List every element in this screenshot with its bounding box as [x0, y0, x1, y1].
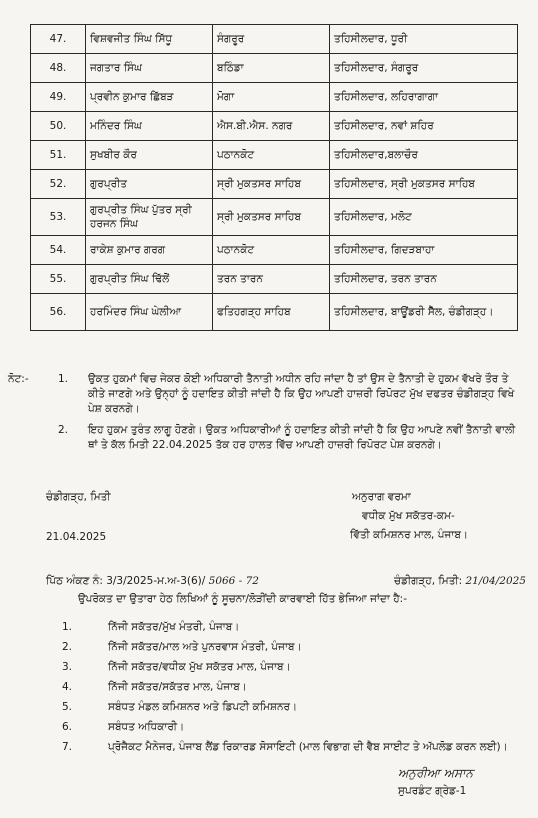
signatory-name: ਅਨੁਰਾਗ ਵਰਮਾ: [352, 491, 411, 503]
officer-posting-table: [30, 24, 518, 331]
list-item: [62, 720, 528, 735]
posting-cell: ਤਹਿਸੀਲਦਾਰ, ਲਹਿਰਾਗਾਗਾ: [330, 83, 518, 112]
posting-cell: ਤਹਿਸੀਲਦਾਰ, ਨਵਾਂ ਸ਼ਹਿਰ: [330, 112, 518, 141]
serial-number-cell: 54.: [31, 236, 86, 265]
officer-name-cell: ਗੁਰਪ੍ਰੀਤ ਸਿੰਘ ਢਿੱਲੋਂ: [86, 265, 213, 294]
recipient-number: 5.: [62, 701, 73, 713]
recipient-text: ਪ੍ਰੋਜੈਕਟ ਮੈਨੇਜਰ, ਪੰਜਾਬ ਲੈਂਡ ਰਿਕਾਰਡ ਸੋਸਾਇਟੀ (ਮਾਲ ਵਿਭਾਗ ਦੀ ਵੈਬ ਸਾਈਟ ਤੇ ਅੱਪਲੋਡ ਕਰਨ ਲਈ)।: [108, 741, 508, 753]
signatory-designation: ਵਧੀਕ ਮੁੱਖ ਸਕੱਤਰ-ਕਮ-: [362, 510, 455, 522]
serial-number-cell: 56.: [31, 294, 86, 331]
officer-name-cell: ਸੁਖਬੀਰ ਕੌਰ: [86, 141, 213, 170]
officer-name-cell: ਜਗਤਾਰ ਸਿੰਘ: [86, 54, 213, 83]
table-row: [31, 199, 518, 236]
note-item: [8, 423, 528, 453]
table-row: [31, 25, 518, 54]
list-item: [62, 660, 528, 675]
district-cell: ਪਠਾਨਕੋਟ: [213, 236, 330, 265]
place-line: ਚੰਡੀਗੜ੍ਹ, ਮਿਤੀ: [46, 491, 111, 503]
recipient-number: 1.: [62, 621, 73, 633]
note-label: ਨੋਟ:-: [8, 373, 29, 385]
recipient-number: 4.: [62, 681, 73, 693]
table-row: [31, 141, 518, 170]
officer-name-cell: ਹਰਮਿੰਦਰ ਸਿੰਘ ਘੇਲੀਆ: [86, 294, 213, 331]
table-row: [31, 170, 518, 199]
officer-name-cell: ਗੁਰਪ੍ਰੀਤ ਸਿੰਘ ਪੁੱਤਰ ਸ੍ਰੀ ਹਰਜਨ ਸਿੰਘ: [86, 199, 213, 236]
recipient-number: 7.: [62, 741, 73, 753]
list-item: [62, 740, 528, 755]
note-item: [8, 372, 528, 417]
handwritten-number: 5066 - 72: [208, 575, 259, 587]
note-text: ਉਕਤ ਹੁਕਮਾਂ ਵਿਚ ਜੇਕਰ ਕੋਈ ਅਧਿਕਾਰੀ ਤੈਨਾਤੀ ਅਧੀਨ ਰਹਿ ਜਾਂਦਾ ਹੈ ਤਾਂ ਉਸ ਦੇ ਤੈਨਾਤੀ ਦੇ ਹੁਕਮ ਵੱਖਰੇ ਤੌਰ ਤੇ ਕੀਤੇ ਜਾਣਗੇ ਅਤੇ ਉਨ੍ਹਾਂ ਨੂੰ ਹਦਾਇਤ ਕੀਤੀ ਜਾਂਦੀ ਹੈ ਕਿ ਉਹ ਆਪਣੀ ਹਾਜ਼ਰੀ ਰਿਪੋਰਟ ਮੁੱਖ ਦਫਤਰ ਚੰਡੀਗੜ੍ਹ ਵਿਖੇ ਪੇਸ਼ ਕਰਨਗੇ।: [88, 373, 515, 415]
district-cell: ਤਰਨ ਤਾਰਨ: [213, 265, 330, 294]
handwritten-signature: ਅਨੁਰੀਆ ਅਸਾਨ: [398, 766, 473, 780]
table-row: [31, 54, 518, 83]
table-row: [31, 112, 518, 141]
table-row: [31, 236, 518, 265]
posting-cell: ਤਹਿਸੀਲਦਾਰ,ਬਲਾਚੌਰ: [330, 141, 518, 170]
serial-number-cell: 50.: [31, 112, 86, 141]
endorsement-date: [394, 574, 526, 589]
posting-cell: ਤਹਿਸੀਲਦਾਰ, ਤਰਨ ਤਾਰਨ: [330, 265, 518, 294]
list-item: [62, 700, 528, 715]
notes-section: [8, 372, 528, 459]
list-item: [62, 640, 528, 655]
list-item: [62, 680, 528, 695]
recipient-text: ਸਬੰਧਤ ਮੰਡਲ ਕਮਿਸ਼ਨਰ ਅਤੇ ਡਿਪਟੀ ਕਮਿਸ਼ਨਰ।: [108, 701, 298, 713]
endorsement-line: [46, 574, 526, 589]
superintendent-signature: [398, 764, 528, 800]
district-cell: ਪਠਾਨਕੋਟ: [213, 141, 330, 170]
recipient-text: ਨਿੱਜੀ ਸਕੱਤਰ/ਮੁੱਖ ਮੰਤਰੀ, ਪੰਜਾਬ।: [108, 621, 240, 633]
signatory-designation: ਵਿੱਤੀ ਕਮਿਸ਼ਨਰ ਮਾਲ, ਪੰਜਾਬ।: [350, 529, 468, 541]
endorsement-date-label: ਚੰਡੀਗੜ੍ਹ, ਮਿਤੀ:: [394, 575, 463, 587]
endorsement-prefix: ਪਿੱਠ ਅੰਕਣ ਨੰ: 3/3/2025-ਮ.ਅ-3(6)/: [46, 575, 206, 587]
posting-cell: ਤਹਿਸੀਲਦਾਰ, ਧੂਰੀ: [330, 25, 518, 54]
signer-title: ਸੁਪਰਡੰਟ ਗ੍ਰੇਡ-1: [398, 785, 467, 797]
district-cell: ਸ੍ਰੀ ਮੁਕਤਸਰ ਸਾਹਿਬ: [213, 199, 330, 236]
district-cell: ਸ੍ਰੀ ਮੁਕਤਸਰ ਸਾਹਿਬ: [213, 170, 330, 199]
issue-date: 21.04.2025: [46, 531, 107, 543]
posting-cell: ਤਹਿਸੀਲਦਾਰ, ਮਲੋਟ: [330, 199, 518, 236]
serial-number-cell: 47.: [31, 25, 86, 54]
recipient-list: [62, 620, 528, 760]
posting-cell: ਤਹਿਸੀਲਦਾਰ, ਸੰਗਰੂਰ: [330, 54, 518, 83]
officer-name-cell: ਗੁਰਪ੍ਰੀਤ: [86, 170, 213, 199]
endorsement-intro: ਉਪਰੋਕਤ ਦਾ ਉਤਾਰਾ ਹੇਠ ਲਿਖਿਆਂ ਨੂੰ ਸੂਚਨਾ/ਲੋੜੀਂਦੀ ਕਾਰਵਾਈ ਹਿੱਤ ਭੇਜਿਆ ਜਾਂਦਾ ਹੈ:-: [78, 593, 407, 605]
recipient-number: 6.: [62, 721, 73, 733]
note-number: 2.: [57, 424, 68, 436]
district-cell: ਐਸ.ਬੀ.ਐਸ. ਨਗਰ: [213, 112, 330, 141]
district-cell: ਮੋਗਾ: [213, 83, 330, 112]
posting-cell: ਤਹਿਸੀਲਦਾਰ, ਬਾਊਂਡਰੀ ਸੈੱਲ, ਚੰਡੀਗੜ੍ਹ।: [330, 294, 518, 331]
recipient-text: ਨਿੱਜੀ ਸਕੱਤਰ/ਮਾਲ ਅਤੇ ਪੁਨਰਵਾਸ ਮੰਤਰੀ, ਪੰਜਾਬ।: [108, 641, 302, 653]
officer-name-cell: ਰਾਕੇਸ਼ ਕੁਮਾਰ ਗਰਗ: [86, 236, 213, 265]
recipient-text: ਸਬੰਧਤ ਅਧਿਕਾਰੀ।: [108, 721, 185, 733]
posting-cell: ਤਹਿਸੀਲਦਾਰ, ਸ੍ਰੀ ਮੁਕਤਸਰ ਸਾਹਿਬ: [330, 170, 518, 199]
recipient-text: ਨਿੱਜੀ ਸਕੱਤਰ/ਸਕੱਤਰ ਮਾਲ, ਪੰਜਾਬ।: [108, 681, 247, 693]
officer-name-cell: ਵਿਸ਼ਵਜੀਤ ਸਿੰਘ ਸਿੱਧੂ: [86, 25, 213, 54]
endorsement-number: [46, 574, 259, 589]
note-number: 1.: [57, 373, 68, 385]
serial-number-cell: 51.: [31, 141, 86, 170]
officer-name-cell: ਪ੍ਰਵੀਨ ਕੁਮਾਰ ਛਿੱਬੜ: [86, 83, 213, 112]
table-row: [31, 294, 518, 331]
district-cell: ਸੰਗਰੂਰ: [213, 25, 330, 54]
district-cell: ਬਠਿੰਡਾ: [213, 54, 330, 83]
recipient-number: 2.: [62, 641, 73, 653]
signature-block: [350, 488, 535, 545]
table-row: [31, 83, 518, 112]
table-row: [31, 265, 518, 294]
serial-number-cell: 49.: [31, 83, 86, 112]
district-cell: ਫਤਿਹਗੜ੍ਹ ਸਾਹਿਬ: [213, 294, 330, 331]
list-item: [62, 620, 528, 635]
note-text: ਇਹ ਹੁਕਮ ਤੁਰੰਤ ਲਾਗੂ ਹੋਣਗੇ। ਉਕਤ ਅਧਿਕਾਰੀਆਂ ਨੂੰ ਹਦਾਇਤ ਕੀਤੀ ਜਾਂਦੀ ਹੈ ਕਿ ਉਹ ਆਪਣੇ ਨਵੀਂ ਤੈਨਾਤੀ ਵਾਲੀ ਥਾਂ ਤੇ ਕੱਲ ਮਿਤੀ 22.04.2025 ਤੱਕ ਹਰ ਹਾਲਤ ਵਿੱਚ ਆਪਣੀ ਹਾਜ਼ਰੀ ਰਿਪੋਰਟ ਪੇਸ਼ ਕਰਨਗੇ।: [88, 424, 516, 451]
recipient-text: ਨਿੱਜੀ ਸਕੱਤਰ/ਵਧੀਕ ਮੁੱਖ ਸਕੱਤਰ ਮਾਲ, ਪੰਜਾਬ।: [108, 661, 291, 673]
officer-name-cell: ਮਨਿੰਦਰ ਸਿੰਘ: [86, 112, 213, 141]
recipient-number: 3.: [62, 661, 73, 673]
serial-number-cell: 48.: [31, 54, 86, 83]
handwritten-date: 21/04/2025: [465, 575, 526, 587]
serial-number-cell: 52.: [31, 170, 86, 199]
serial-number-cell: 53.: [31, 199, 86, 236]
serial-number-cell: 55.: [31, 265, 86, 294]
posting-cell: ਤਹਿਸੀਲਦਾਰ, ਗਿਦੜਬਾਹਾ: [330, 236, 518, 265]
